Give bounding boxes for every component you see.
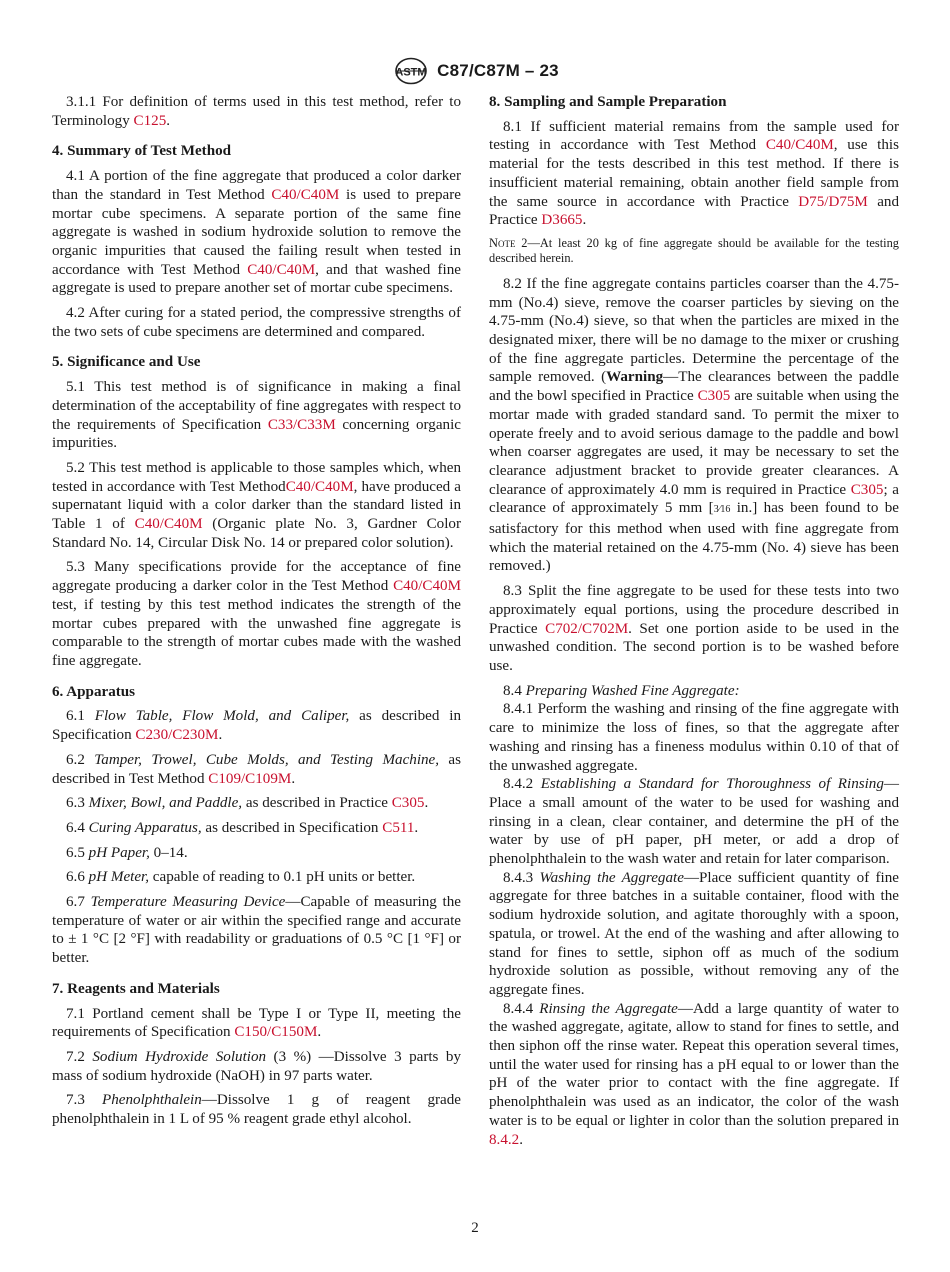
section-8-4: 8.4 Preparing Washed Fine Aggregate: xyxy=(503,682,740,699)
link-c305[interactable]: C305 xyxy=(697,388,731,405)
link-c40[interactable]: C40/C40M xyxy=(247,261,316,278)
link-c150[interactable]: C150/C150M xyxy=(234,1024,318,1041)
link-c40[interactable]: C40/C40M xyxy=(271,186,340,203)
link-8-4-2[interactable]: 8.4.2 xyxy=(489,1131,520,1148)
link-c33[interactable]: C33/C33M xyxy=(267,416,336,433)
heading-section-8: 8. Sampling and Sample Preparation xyxy=(489,94,727,110)
link-c511[interactable]: C511 xyxy=(382,819,415,836)
note-2: Note 2—At least 20 kg of fine aggregate should be available for the testing described herein. xyxy=(489,235,899,266)
svg-text:ASTM: ASTM xyxy=(395,66,427,79)
section-8-4-3: 8.4.3 Washing the Aggregate—Place sufficient quantity of fine aggregate for three batches in a suitable container, flood with the sodium hydroxide solution, and agitate thoroughly with a spoon, spatula, or trowel. At the end of the washing and after allowing to stand for fines to settle, siphon off as much of the sodium hydroxide solution as possible, without removing any of the aggregate fines. xyxy=(489,869,899,998)
section-8-4-2: 8.4.2 Establishing a Standard for Thoroughness of Rinsing—Place a small amount of the water to be used for washing and rinsing in a clean, clear container, and determine the pH of the water by use of pH paper, pH meter, or add a drop of phenolphthalein to the wash water and retain for later comparison. xyxy=(489,776,899,868)
section-6-6: 6.6 pH Meter, capable of reading to 0.1 pH units or better. xyxy=(66,869,416,886)
section-8-2: 8.2 If the fine aggregate contains particles coarser than the 4.75-mm (No.4) sieve, remove the coarser particles by sieving on the 4.75-mm (No.4) sieve, so that when the particles are mixed in the designated mixer, there will be no damage to the mixer or crushing of the fine aggregate particles. Determine the percentage of the sample removed. (Warning—The clearances between the paddle and the bowl specified in Practice C305 are suitable when using the mortar made with graded standard sand. To permit the mixer to operate freely and to avoid serious damage to the paddle and bowl when coarser aggregates are used, it may be necessary to set the clearance adjustment bracket to provide greater clearances. A clearance of approximately 4.0 mm is required in Practice C305; a clearance of approximately 5 mm [3⁄16 in.] has been found to be satisfactory for this method when used with fine aggregate from which the material retained on the 4.75-mm (No. 4) sieve has been removed.) xyxy=(489,275,900,575)
section-8-1: 8.1 If sufficient material remains from the sample used for testing in accordance with Test Method C40/C40M, use this material for the tests described in this test method. If there is insufficient material remaining, obtain another field sample from the same source in accordance with Practice D75/D75M and Practice D3665. xyxy=(489,118,899,229)
link-d75[interactable]: D75/D75M xyxy=(798,193,868,210)
section-6-3: 6.3 Mixer, Bowl, and Paddle, as described in Practice C305. xyxy=(66,795,429,812)
heading-section-5: 5. Significance and Use xyxy=(52,354,201,371)
section-4-1: 4.1 A portion of the fine aggregate that produced a color darker than the standard in Test Method C40/C40M is used to prepare mortar cube specimens. A separate portion of the same fine aggregate is washed in sodium hydroxide solution to remove the organic impurities that caused the failing result when tested in accordance with Test Method C40/C40M, and that washed fine aggregate is used to prepare another set of mortar cube specimens. xyxy=(52,168,461,297)
link-c40[interactable]: C40/C40M xyxy=(765,137,834,154)
link-c125[interactable]: C125 xyxy=(133,112,167,129)
link-c109[interactable]: C109/C109M xyxy=(208,770,292,787)
link-c702[interactable]: C702/C702M xyxy=(545,620,629,637)
section-6-4: 6.4 Curing Apparatus, as described in Specification C511. xyxy=(66,819,419,836)
section-8-4-4: 8.4.4 Rinsing the Aggregate—Add a large quantity of water to the washed aggregate, agitate, allow to stand for fines to settle, and then siphon off the rinse water. Repeat this operation several times, until the water used for rinsing has a pH equal to or lower than the pH of the water prior to contact with the fine aggregate. If phenolphthalein was used as an indicator, the color of the wash water is to be equal or lighter in color than the solution prepared in 8.4.2. xyxy=(489,1000,899,1148)
left-column xyxy=(52,93,461,1135)
section-8-4-1: 8.4.1 Perform the washing and rinsing of the fine aggregate with care to minimize the loss of fines, so that the aggregate after washing and rinsing has a fineness modulus within 0.10 of that of the unwashed aggregate. xyxy=(489,701,899,774)
section-5-2: 5.2 This test method is applicable to those samples which, when tested in accordance with Test MethodC40/C40M, have produced a supernatant liquid with a color darker than the standard listed in Table 1 of C40/C40M (Organic plate No. 3, Gardner Color Standard No. 14, Circular Disk No. 14 or prepared color solution). xyxy=(52,459,462,551)
standard-designation: C87/C87M – 23 xyxy=(437,61,559,80)
astm-logo-icon xyxy=(391,57,431,85)
right-column xyxy=(489,93,899,1149)
page-header xyxy=(0,56,950,86)
link-c40[interactable]: C40/C40M xyxy=(285,478,354,495)
link-c230[interactable]: C230/C230M xyxy=(135,727,219,744)
heading-section-4: 4. Summary of Test Method xyxy=(52,143,232,160)
link-d3665[interactable]: D3665 xyxy=(541,212,583,229)
section-7-3: 7.3 Phenolphthalein—Dissolve 1 g of reagent grade phenolphthalein in 1 L of 95 % reagent grade ethyl alcohol. xyxy=(52,1092,461,1128)
link-c305[interactable]: C305 xyxy=(850,481,884,498)
section-6-1: 6.1 Flow Table, Flow Mold, and Caliper, as described in Specification C230/C230M. xyxy=(52,708,462,744)
heading-section-6: 6. Apparatus xyxy=(52,683,136,700)
section-7-2: 7.2 Sodium Hydroxide Solution (3 %) —Dissolve 3 parts by mass of sodium hydroxide (NaOH) in 97 parts water. xyxy=(52,1048,461,1084)
section-3-1-1: 3.1.1 For definition of terms used in this test method, refer to Terminology C125. xyxy=(52,94,461,129)
link-c40[interactable]: C40/C40M xyxy=(393,578,461,595)
section-7-1: 7.1 Portland cement shall be Type I or Type II, meeting the requirements of Specification C150/C150M. xyxy=(52,1005,461,1041)
section-6-7: 6.7 Temperature Measuring Device—Capable of measuring the temperature of water or air within the specified range and accurate to ± 1 °C [2 °F] with readability or graduations of 0.5 °C [1 °F] or better. xyxy=(52,894,461,967)
link-c40[interactable]: C40/C40M xyxy=(134,516,203,533)
section-5-3: 5.3 Many specifications provide for the acceptance of fine aggregate producing a darker color in the Test Method C40/C40M test, if testing by this test method indicates the strength of the mortar cubes prepared with the unwashed fine aggregate is comparable to the strength of mortar cubes made with the washed fine aggregate. xyxy=(52,559,461,669)
section-5-1: 5.1 This test method is of significance in making a final determination of the acceptability of fine aggregates with respect to the requirements of Specification C33/C33M concerning organic impurities. xyxy=(52,379,461,452)
section-6-5: 6.5 pH Paper, 0–14. xyxy=(66,844,188,861)
section-4-2: 4.2 After curing for a stated period, the compressive strengths of the two sets of cube specimens are determined and compared. xyxy=(52,305,461,340)
section-6-2: 6.2 Tamper, Trowel, Cube Molds, and Testing Machine, as described in Test Method C109/C109M. xyxy=(52,751,462,787)
heading-section-7: 7. Reagents and Materials xyxy=(52,980,220,997)
section-8-3: 8.3 Split the fine aggregate to be used for these tests into two approximately equal portions, using the procedure described in Practice C702/C702M. Set one portion aside to be used in the unwashed condition. The second portion is to be washed before use. xyxy=(489,583,899,674)
link-c305[interactable]: C305 xyxy=(391,795,425,812)
page-number: 2 xyxy=(471,1220,479,1236)
